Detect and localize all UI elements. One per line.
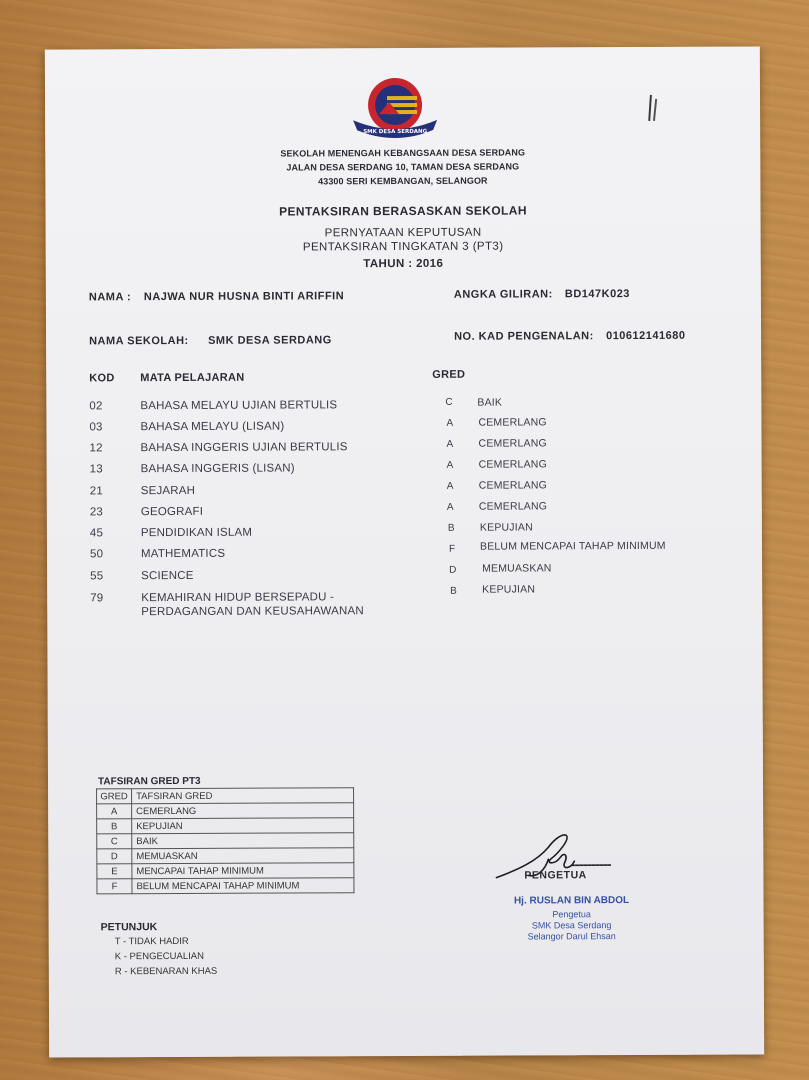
legend-grade: D <box>97 849 132 864</box>
col-subject: MATA PELAJARAN <box>140 371 245 385</box>
row-code: 55 <box>90 570 104 583</box>
row-code: 21 <box>89 485 103 498</box>
row-grade-desc: KEPUJIAN <box>479 521 533 534</box>
grade-legend-table <box>96 787 354 894</box>
legend-col-meaning: TAFSIRAN GRED <box>132 788 354 804</box>
note-item: R - KEBENARAN KHAS <box>114 965 218 978</box>
legend-grade: F <box>97 879 132 894</box>
legend-grade: C <box>97 834 132 849</box>
subtitle-1: PERNYATAAN KEPUTUSAN <box>324 226 482 240</box>
row-code: 03 <box>89 421 103 434</box>
row-grade-desc: CEMERLANG <box>478 479 548 492</box>
col-code: KOD <box>89 372 115 385</box>
row-grade: C <box>445 396 453 408</box>
signature-role: PENGETUA <box>524 869 587 882</box>
row-grade: D <box>449 564 457 576</box>
legend-meaning: BELUM MENCAPAI TAHAP MINIMUM <box>132 878 354 894</box>
row-subject: PENDIDIKAN ISLAM <box>140 526 253 540</box>
legend-title: TAFSIRAN GRED PT3 <box>97 775 201 788</box>
row-code: 13 <box>89 463 103 476</box>
note-item: K - PENGECUALIAN <box>114 950 205 963</box>
pen-mark <box>648 95 652 121</box>
legend-meaning: BAIK <box>132 833 354 849</box>
row-subject: KEMAHIRAN HIDUP BERSEPADU - <box>141 591 335 605</box>
school-label: NAMA SEKOLAH: <box>89 334 189 348</box>
row-grade: B <box>450 585 457 597</box>
stamp-name: Hj. RUSLAN BIN ABDOL <box>513 895 630 907</box>
row-code: 79 <box>90 592 104 605</box>
legend-grade: B <box>97 819 132 834</box>
legend-meaning: MEMUASKAN <box>132 848 354 864</box>
row-subject: MATHEMATICS <box>140 547 226 561</box>
row-code: 23 <box>89 506 104 519</box>
row-grade-desc: BELUM MENCAPAI TAHAP MINIMUM <box>479 539 666 553</box>
row-grade: A <box>446 480 454 492</box>
pen-mark <box>653 99 657 121</box>
row-grade-desc: CEMERLANG <box>478 500 548 513</box>
row-code: 45 <box>89 527 104 540</box>
student-name: NAJWA NUR HUSNA BINTI ARIFFIN <box>143 290 345 304</box>
row-grade-desc: CEMERLANG <box>478 458 547 471</box>
legend-header-row <box>97 788 354 804</box>
result-slip <box>45 46 764 1057</box>
legend-grade: A <box>97 804 132 819</box>
stamp-line: SMK Desa Serdang <box>531 920 612 931</box>
row-code: 50 <box>89 548 104 561</box>
row-grade: B <box>447 522 455 534</box>
col-grade: GRED <box>432 368 466 381</box>
school-address-1: JALAN DESA SERDANG 10, TAMAN DESA SERDANG <box>286 161 520 173</box>
row-subject: BAHASA MELAYU UJIAN BERTULIS <box>140 399 338 413</box>
row-subject: GEOGRAFI <box>140 505 204 519</box>
logo-text: SMK DESA SERDANG <box>363 128 428 136</box>
legend-meaning: CEMERLANG <box>132 803 354 819</box>
notes-title: PETUNJUK <box>100 921 158 934</box>
row-subject: SCIENCE <box>141 569 194 583</box>
legend-row <box>97 833 354 849</box>
legend-row <box>97 848 354 864</box>
stamp-line: Selangor Darul Ehsan <box>527 931 616 942</box>
row-grade: A <box>446 417 454 429</box>
row-grade-desc: CEMERLANG <box>478 437 547 450</box>
row-code: 12 <box>89 442 103 455</box>
stamp-line: Pengetua <box>552 909 591 920</box>
legend-meaning: MENCAPAI TAHAP MINIMUM <box>132 863 354 879</box>
year: TAHUN : 2016 <box>363 257 444 271</box>
row-subject: SEJARAH <box>140 484 196 498</box>
legend-col-grade: GRED <box>97 789 132 804</box>
legend-grade: E <box>97 864 132 879</box>
row-grade-desc: BAIK <box>477 396 503 409</box>
legend-row <box>97 863 354 879</box>
row-grade-desc: CEMERLANG <box>478 416 547 429</box>
row-grade-desc: MEMUASKAN <box>482 562 552 575</box>
row-subject: BAHASA INGGERIS (LISAN) <box>140 462 295 476</box>
row-subject: BAHASA INGGERIS UJIAN BERTULIS <box>140 441 348 455</box>
row-grade-desc: KEPUJIAN <box>482 583 536 596</box>
note-item: T - TIDAK HADIR <box>114 935 189 948</box>
document-title: PENTAKSIRAN BERASASKAN SEKOLAH <box>279 203 527 219</box>
name-label: NAMA : <box>88 291 132 304</box>
school-address-2: 43300 SERI KEMBANGAN, SELANGOR <box>318 175 488 187</box>
legend-row <box>97 803 354 819</box>
legend-row <box>97 878 354 894</box>
row-grade: F <box>448 543 456 555</box>
row-subject-cont: PERDAGANGAN DAN KEUSAHAWANAN <box>141 605 364 619</box>
row-subject: BAHASA MELAYU (LISAN) <box>140 420 285 434</box>
student-school: SMK DESA SERDANG <box>208 334 332 347</box>
ic-number: 010612141680 <box>606 329 686 343</box>
legend-row <box>97 818 354 834</box>
index-label: ANGKA GILIRAN: <box>453 288 553 301</box>
row-code: 02 <box>89 400 103 413</box>
school-logo <box>349 72 441 142</box>
row-grade: A <box>446 438 454 450</box>
index-number: BD147K023 <box>564 288 630 301</box>
school-name: SEKOLAH MENENGAH KEBANGSAAN DESA SERDANG <box>280 147 526 159</box>
legend-meaning: KEPUJIAN <box>132 818 354 834</box>
row-grade: A <box>446 459 454 471</box>
ic-label: NO. KAD PENGENALAN: <box>454 330 594 343</box>
subtitle-2: PENTAKSIRAN TINGKATAN 3 (PT3) <box>302 240 504 254</box>
row-grade: A <box>446 501 454 513</box>
